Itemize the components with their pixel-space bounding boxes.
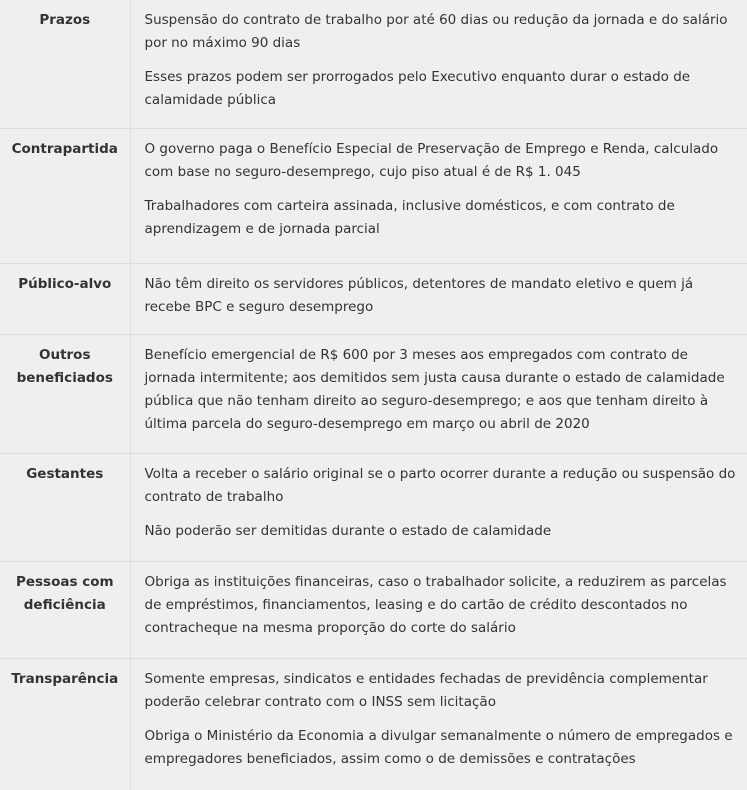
row-paragraph: Obriga o Ministério da Economia a divulgar semanalmente o número de empregados e empregadores beneficiados, assim como o de demissões e contratações bbox=[145, 725, 742, 771]
row-paragraph: Trabalhadores com carteira assinada, inclusive domésticos, e com contrato de aprendizagem e de jornada parcial bbox=[145, 195, 742, 241]
row-paragraph: Obriga as instituições financeiras, caso o trabalhador solicite, a reduzirem as parcelas de empréstimos, financiamentos, leasing e do cartão de crédito descontados no contracheque na mesma proporção do corte do salário bbox=[145, 571, 742, 640]
row-label: Gestantes bbox=[0, 454, 130, 562]
row-label: Prazos bbox=[0, 0, 130, 129]
row-paragraph: Volta a receber o salário original se o parto ocorrer durante a redução ou suspensão do contrato de trabalho bbox=[145, 463, 742, 509]
row-paragraph: O governo paga o Benefício Especial de Preservação de Emprego e Renda, calculado com base no seguro-desemprego, cujo piso atual é de R$ 1. 045 bbox=[145, 138, 742, 184]
table-row-gestantes bbox=[0, 454, 747, 562]
row-content bbox=[130, 335, 747, 454]
table-row-prazos bbox=[0, 0, 747, 129]
row-label: Público-alvo bbox=[0, 264, 130, 335]
table-row-contrapartida bbox=[0, 129, 747, 264]
row-content bbox=[130, 129, 747, 264]
row-content bbox=[130, 264, 747, 335]
row-label: Outros beneficiados bbox=[0, 335, 130, 454]
row-label: Pessoas com deficiência bbox=[0, 562, 130, 659]
row-content bbox=[130, 659, 747, 790]
row-paragraph: Não têm direito os servidores públicos, detentores de mandato eletivo e quem já recebe BPC e seguro desemprego bbox=[145, 273, 742, 319]
row-content bbox=[130, 562, 747, 659]
row-paragraph: Suspensão do contrato de trabalho por até 60 dias ou redução da jornada e do salário por no máximo 90 dias bbox=[145, 9, 742, 55]
row-content bbox=[130, 454, 747, 562]
table-row-pessoas-com-deficiencia bbox=[0, 562, 747, 659]
row-paragraph: Benefício emergencial de R$ 600 por 3 meses aos empregados com contrato de jornada intermitente; aos demitidos sem justa causa durante o estado de calamidade pública que não tenham direito ao seguro-desemprego; e aos que tenham direito à última parcela do seguro-desemprego em março ou abril de 2020 bbox=[145, 344, 742, 436]
row-label: Transparência bbox=[0, 659, 130, 790]
row-paragraph: Somente empresas, sindicatos e entidades fechadas de previdência complementar poderão celebrar contrato com o INSS sem licitação bbox=[145, 668, 742, 714]
table-row-publico-alvo bbox=[0, 264, 747, 335]
table-row-outros-beneficiados bbox=[0, 335, 747, 454]
row-content bbox=[130, 0, 747, 129]
row-label: Contrapartida bbox=[0, 129, 130, 264]
row-paragraph: Esses prazos podem ser prorrogados pelo Executivo enquanto durar o estado de calamidade pública bbox=[145, 66, 742, 112]
table-row-transparencia bbox=[0, 659, 747, 790]
row-paragraph: Não poderão ser demitidas durante o estado de calamidade bbox=[145, 520, 742, 543]
